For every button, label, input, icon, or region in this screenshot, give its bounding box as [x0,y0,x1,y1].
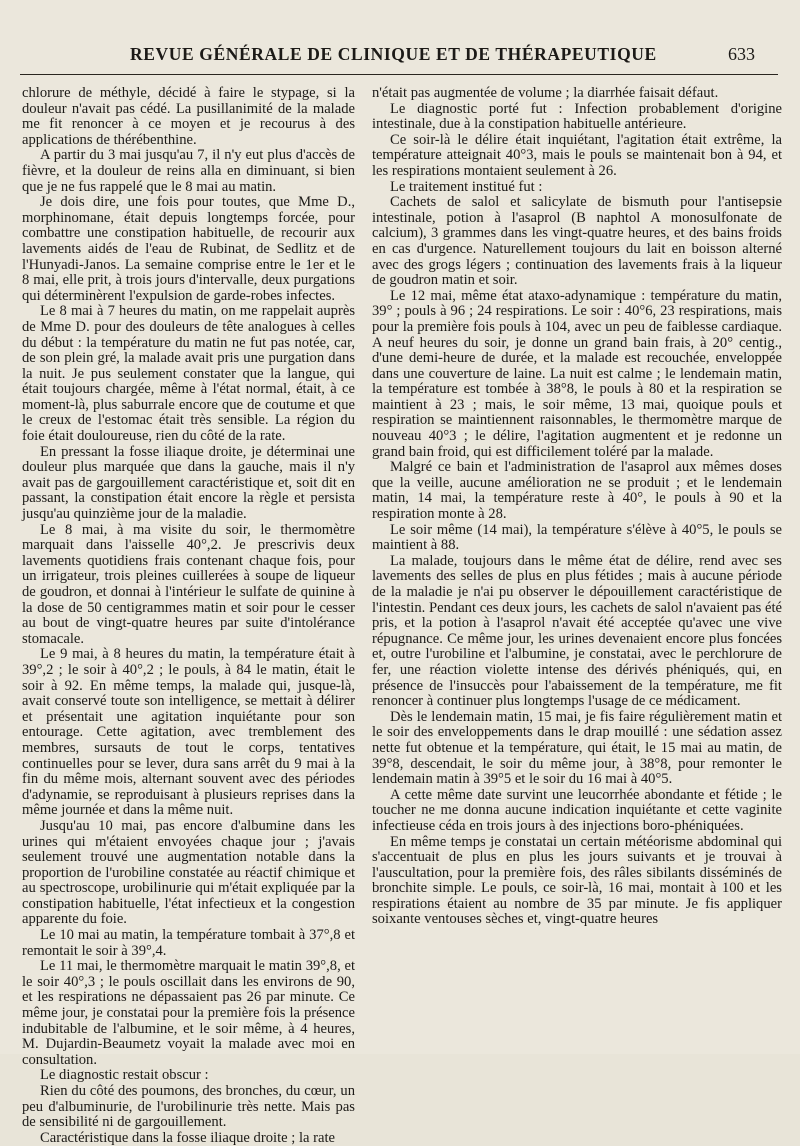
paragraph: En même temps je constatai un certain météorisme abdominal qui s'accentuait de plus en plus les jours suivants et je trouvai à l'auscultation, pour la première fois, des râles sibilants disséminés de bronchite simple. Le pouls, ce soir-là, 16 mai, montait à 100 et les respirations étaient au nombre de 35 par minute. Je fis appliquer soixante ventouses sèches et, vingt-quatre heures [372,833,782,928]
paragraph: Jusqu'au 10 mai, pas encore d'albumine dans les urines qui m'étaient envoyées chaque jour ; j'avais seulement trouvé une augmentation notable dans la proportion de l'urobiline constatée au réactif chimique et au spectroscope, urobilinurie qui m'était expliquée par la constipation habituelle, l'état infectieux et la congestion apparente du foie. [22,817,355,928]
running-title: REVUE GÉNÉRALE DE CLINIQUE ET DE THÉRAPEUTIQUE [130,44,657,64]
paragraph: Le 10 mai au matin, la température tombait à 37°,8 et remontait le soir à 39°,4. [22,927,355,959]
paragraph: Rien du côté des poumons, des bronches, du cœur, un peu d'albuminurie, de l'urobilinurie très nette. Mais pas de sensibilité ni de gargouillement. [22,1083,355,1131]
paragraph: A partir du 3 mai jusqu'au 7, il n'y eut plus d'accès de fièvre, et la douleur de reins alla en diminuant, si bien que je ne fus rappelé que le 8 mai au matin. [22,147,355,195]
paragraph: Caractéristique dans la fosse iliaque droite ; la rate [40,1129,336,1146]
header-rule [20,74,778,75]
paragraph: A cette même date survint une leucorrhée abondante et fétide ; le toucher ne me donna aucune indication inquiétante et cette vaginite infectieuse céda en trois jours à des injections boro-phéniquées. [372,786,782,834]
page-header [0,40,800,70]
paragraph: Dès le lendemain matin, 15 mai, je fis faire régulièrement matin et le soir des enveloppements dans le drap mouillé : une sédation assez nette fut obtenue et la température, qui était, le 15 mai au matin, de 39°8, descendait, le soir du même jour, à 38°8, pour remonter le lendemain matin à 39°5 et le soir du 16 mai à 40°5. [372,708,782,788]
page-number: 633 [728,44,755,64]
paragraph: En pressant la fosse iliaque droite, je déterminai une douleur plus marquée que dans la gauche, mais il n'y avait pas de gargouillement caractéristique et, soit dit en passant, la constipation était encore la règle et persista jusqu'au quinzième jour de la maladie. [22,443,355,523]
right-column [372,86,782,928]
paragraph: Le 8 mai, à ma visite du soir, le thermomètre marquait dans l'aisselle 40°,2. Je prescrivis deux lavements quotidiens frais contenant chaque fois, pour un irrigateur, trois pleines cuillerées à soupe de liqueur de goudron, et donnai à l'intérieur le sulfate de quinine à la dose de 50 centigrammes matin et soir pour le cesser au bout de vingt-quatre heures par suite d'intolérance stomacale. [22,521,355,647]
paragraph: Le 9 mai, à 8 heures du matin, la température était à 39°,2 ; le soir à 40°,2 ; le pouls, à 84 le matin, était le soir à 92. En même temps, la malade qui, jusque-là, avait conservé toute son intelligence, se mettait à délirer et présentait une agitation inquiétante pour son entourage. Cette agitation, avec tremblement des membres, sursauts de tout le corps, tentatives continuelles pour se lever, dura sans arrêt du 9 mai à la fin du même mois, alternant souvent avec des périodes d'adynamie, se reproduisant à plusieurs reprises dans la même journée et dans la même nuit. [22,646,355,819]
left-column [22,86,355,1146]
paragraph: Ce soir-là le délire était inquiétant, l'agitation était extrême, la température atteignait 40°3, mais le pouls se maintenait bon à 94, et les respirations montaient seulement à 26. [372,131,782,179]
paragraph: Le 8 mai à 7 heures du matin, on me rappelait auprès de Mme D. pour des douleurs de tête analogues à celles du début : la température du matin ne fut pas notée, car, de son plein gré, la malade avait pris une purgation dans la nuit. Je pus seulement constater que la langue, qui était toujours chargée, même à l'état normal, était, à ce moment-là, plus saburrale encore que de coutume et que le creux de l'estomac était très sensible. La région du foie était douloureuse, rien du côté de la rate. [22,303,355,445]
paragraph: Le traitement institué fut : [390,178,543,195]
paragraph: Le 12 mai, même état ataxo-adynamique : température du matin, 39° ; pouls à 96 ; 24 respirations. Le soir : 40°6, 23 respirations, mais pour la première fois pouls à 104, avec un peu de faiblesse cardiaque. A neuf heures du soir, je donne un grand bain frais, à 20° centig., d'une demi-heure de durée, et la malade est recouchée, enveloppée dans une couverture de laine. La nuit est calme ; le lendemain matin, la température est tombée à 38°8, le pouls à 80 et la respiration se maintient à 23 ; mais, le soir même, 13 mai, quoique pouls et respiration se maintiennent raisonnables, le thermomètre marque de nouveau 40°3 ; le délire, l'agitation augmentent et je redonne un grand bain froid, qui est difficilement toléré par la malade. [372,287,782,460]
paragraph: chlorure de méthyle, décidé à faire le stypage, si la douleur n'avait pas cédé. La pusillanimité de la malade me fit renoncer à ce moyen et je recourus à des applications de thérébenthine. [22,85,355,148]
paragraph: n'était pas augmentée de volume ; la diarrhée faisait défaut. [372,85,719,101]
paragraph: Le diagnostic restait obscur : [40,1067,209,1084]
paragraph: Je dois dire, une fois pour toutes, que Mme D., morphinomane, était depuis longtemps forcée, pour combattre une constipation habituelle, de recourir aux lavements aidés de l'eau de Rubinat, de Sedlitz et de l'Hunyadi-Janos. La semaine comprise entre le 1er et le 8 mai, elle prit, à trois jours d'intervalle, deux purgations qui déterminèrent l'expulsion de garde-robes infectes. [22,194,355,304]
paragraph: Cachets de salol et salicylate de bismuth pour l'antisepsie intestinale, potion à l'asaprol (B naphtol A monosulfonate de calcium), 3 grammes dans les vingt-quatre heures, et des bains froids en cas d'urgence. Naturellement toujours du lait en boisson alterné avec des grogs légers ; continuation des lavements frais à la liqueur de goudron matin et soir. [372,194,782,289]
paragraph: Le soir même (14 mai), la température s'élève à 40°5, le pouls se maintient à 88. [372,521,782,554]
paragraph: La malade, toujours dans le même état de délire, rend avec ses lavements des selles de plus en plus fétides ; mais à aucune période de la maladie je n'ai pu observer le dépouillement caractéristique de l'intestin. Pendant ces deux jours, les cachets de salol n'avaient pas été pris, et la potion à l'asaprol n'avait été acceptée qu'avec une vive répugnance. Ce même jour, les urines devenaient encore plus foncées et, outre l'urobiline et l'albumine, je constatai, avec le perchlorure de fer, une réaction violette intense des dérivés phéniqués, qui, en présence de l'insuccès pour l'abaissement de la température, me fit renoncer à continuer plus longtemps l'usage de ce médicament. [372,552,782,710]
paragraph: Le diagnostic porté fut : Infection probablement d'origine intestinale, due à la constipation habituelle antérieure. [372,100,782,133]
paragraph: Le 11 mai, le thermomètre marquait le matin 39°,8, et le soir 40°,3 ; le pouls oscillait dans les environs de 90, et les respirations ne dépassaient pas 26 par minute. Ce même jour, je constatai pour la première fois la présence indubitable de l'albumine, et le soir même, à 4 heures, M. Dujardin-Beaumetz voyait la malade avec moi en consultation. [22,958,355,1068]
paragraph: Malgré ce bain et l'administration de l'asaprol aux mêmes doses que la veille, aucune amélioration ne se produit ; et le lendemain matin, 14 mai, la température reste à 40°, le pouls à 90 et la respiration monte à 28. [372,459,782,523]
